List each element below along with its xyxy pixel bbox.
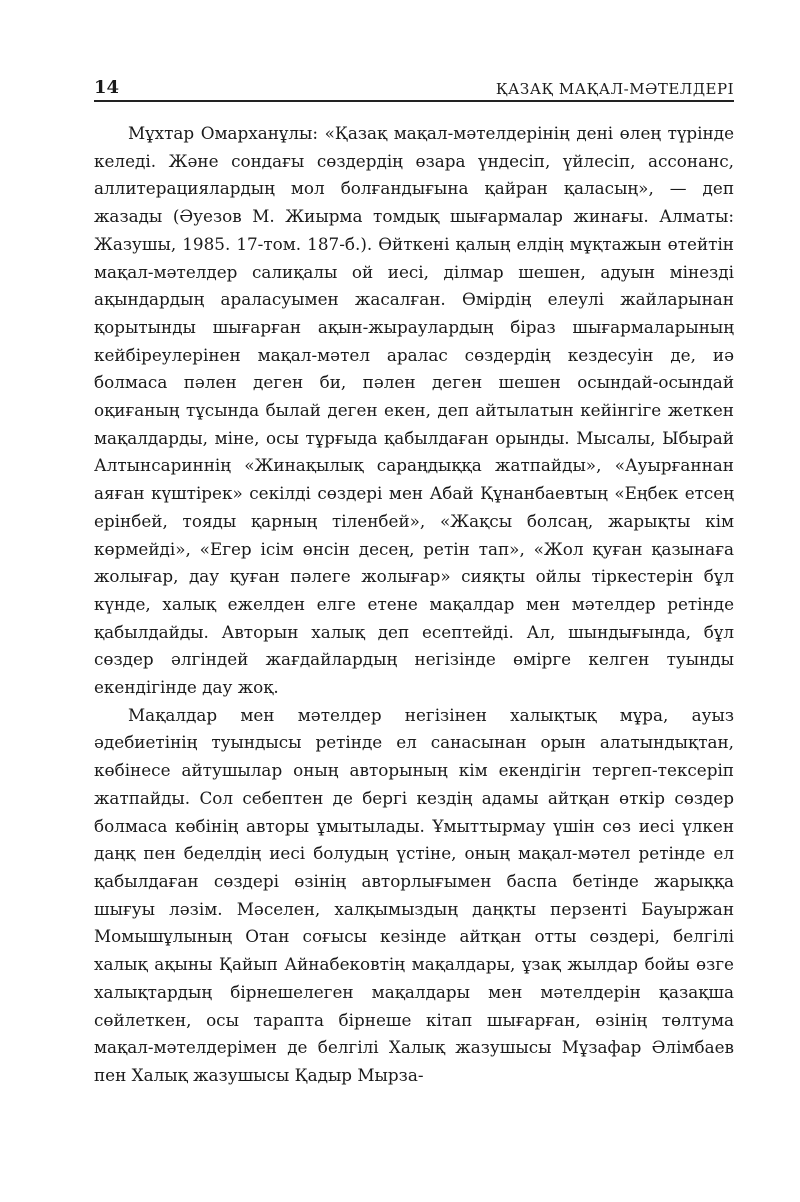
paragraph: Мұхтар Омарханұлы: «Қазақ мақал-мәтелдерінің дені өлең түрінде келеді. Және сондағы сөздердің өзара үндесіп, үйлесіп, ассонанс, аллитерациялардың мол болғандығына қайран қаласың», — деп жазады (Әуезов М. Жиырма томдық шығармалар жинағы. Алматы: Жазушы, 1985. 17-том. 187-б.). Өйткені қалың елдің мұқтажын өтейтін мақал-мәтелдер салиқалы ой иесі, ділмар шешен, адуын мінезді ақындардың араласуымен жасалған. Өмірдің елеулі жайларынан қорытынды шығарған ақын-жыраулардың біраз шығармаларының кейбіреулерінен мақал-мәтел аралас сөздердің кездесуін де, иә болмаса пәлен деген би, пәлен деген шешен осындай-осындай оқиғаның тұсында былай деген екен, деп айтылатын кейінгіге жеткен мақалдарды, міне, осы тұрғыда қабылдаған орынды. Мысалы, Ыбырай Алтынсариннің «Жинақылық сараңдыққа жатпайды», «Ауырғаннан аяған күштірек» секілді сөздері мен Абай Құнанбаевтың «Еңбек етсең ерінбей, тояды қарның тіленбей», «Жақсы болсаң, жарықты кім көрмейді», «Егер ісім өнсін десең, ретін тап», «Жол қуған қазынаға жолығар, дау қуған пәлеге жолығар» сияқты ойлы тіркестерін бұл күнде, халық ежелден елге етене мақалдар мен мәтелдер ретінде қабылдайды. Авторын халық деп есептейді. Ал, шындығында, бұл сөздер әлгіндей жағдайлардың негізінде өмірге келген туынды екендігінде дау жоқ.	[94, 123, 734, 698]
paragraph: Мақалдар мен мәтелдер негізінен халықтық мұра, ауыз әдебиетінің туындысы ретінде ел санасынан орын алатындықтан, көбінесе айтушылар оның авторының кім екендігін тергеп-тексеріп жатпайды. Сол себептен де бергі кездің адамы айтқан өткір сөздер болмаса көбінің авторы ұмытылады. Ұмыттырмау үшін сөз иесі үлкен даңқ пен беделдің иесі болудың үстіне, оның мақал-мәтел ретінде ел қабылдаған сөздері өзінің авторлығымен баспа бетінде жарыққа шығуы ләзім. Мәселен, халқымыздың даңқты перзенті Бауыржан Момышұлының Отан соғысы кезінде айтқан отты сөздері, белгілі халық ақыны Қайып Айнабековтің мақалдары, ұзақ жылдар бойы өзге халықтардың бірнешелеген мақалдары мен мәтелдерін қазақша сөйлеткен, осы тарапта бірнеше кітап шығарған, өзінің төлтума мақал-мәтелдерімен де белгілі Халық жазушысы Мұзафар Әлімбаев пен Халық жазушысы Қадыр Мырза-	[94, 704, 734, 1085]
body-text	[94, 120, 734, 1090]
page-number: 14	[94, 77, 120, 98]
running-title: ҚАЗАҚ МАҚАЛ-МӘТЕЛДЕРІ	[495, 80, 734, 98]
running-header	[94, 72, 734, 102]
